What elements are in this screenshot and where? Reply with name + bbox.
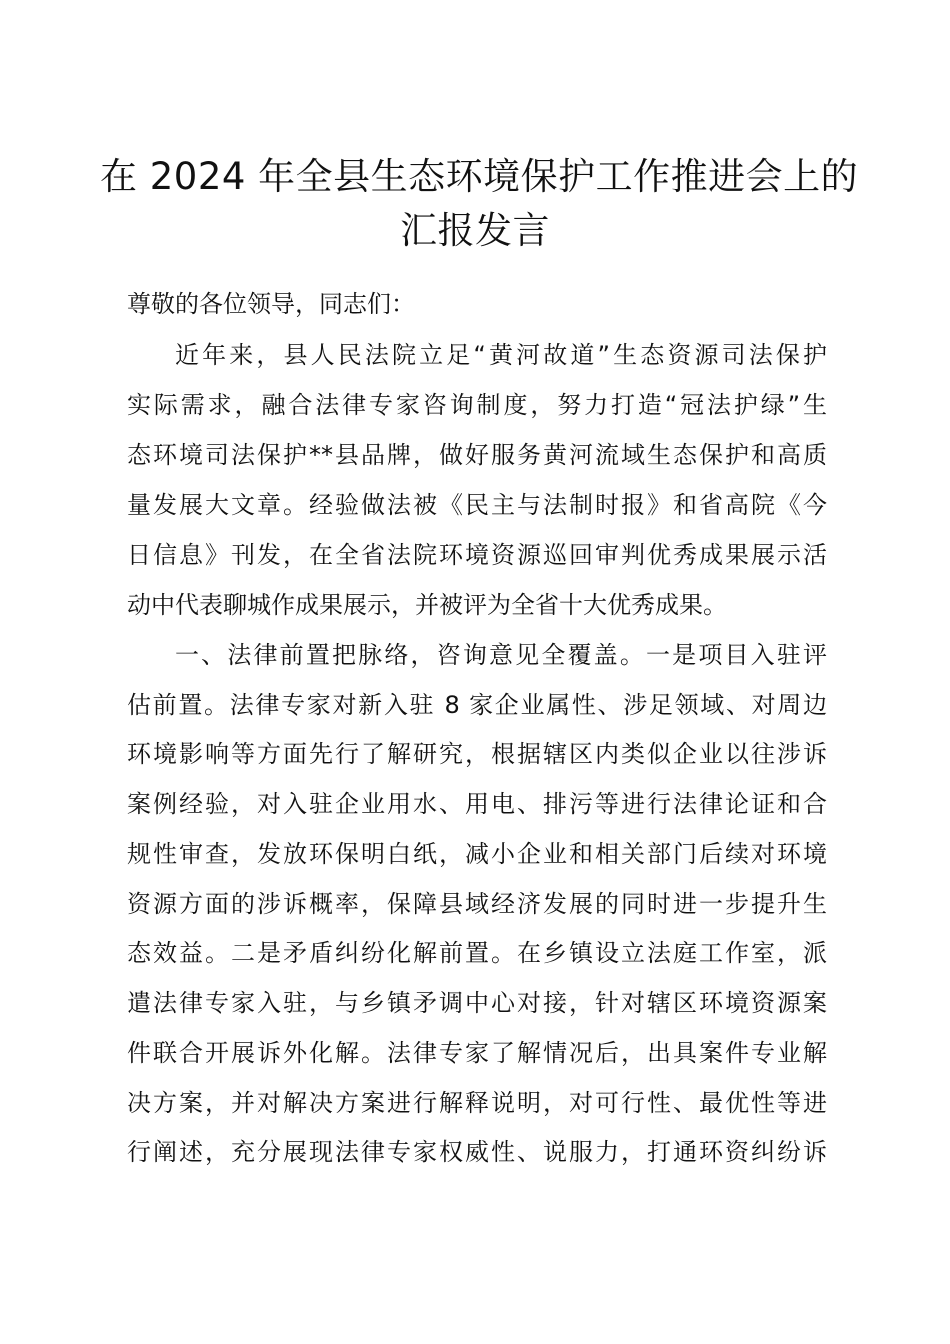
paragraph-line: 态效益。二是矛盾纠纷化解前置。在乡镇设立法庭工作室，派 (127, 939, 827, 967)
title-line: 在 2024 年全县生态环境保护工作推进会上的 (100, 155, 859, 198)
paragraph-line: 一、法律前置把脉络，咨询意见全覆盖。一是项目入驻评 (175, 641, 827, 669)
paragraph-line: 环境影响等方面先行了解研究，根据辖区内类似企业以往涉诉 (127, 740, 827, 768)
paragraph-line: 动中代表聊城作成果展示，并被评为全省十大优秀成果。 (127, 591, 727, 619)
paragraph-line: 态环境司法保护**县品牌，做好服务黄河流域生态保护和高质 (127, 441, 827, 469)
paragraph-line: 量发展大文章。经验做法被《民主与法制时报》和省高院《今 (127, 491, 827, 519)
paragraph-line: 资源方面的涉诉概率，保障县域经济发展的同时进一步提升生 (127, 890, 827, 918)
paragraph-line: 规性审查，发放环保明白纸，减小企业和相关部门后续对环境 (127, 840, 827, 868)
paragraph-line: 件联合开展诉外化解。法律专家了解情况后，出具案件专业解 (127, 1039, 827, 1067)
paragraph-line: 实际需求，融合法律专家咨询制度，努力打造“冠法护绿”生 (127, 391, 827, 419)
paragraph-line: 案例经验，对入驻企业用水、用电、排污等进行法律论证和合 (127, 790, 827, 818)
paragraph-line: 日信息》刊发，在全省法院环境资源巡回审判优秀成果展示活 (127, 541, 827, 569)
paragraph-line: 行阐述，充分展现法律专家权威性、说服力，打通环资纠纷诉 (127, 1138, 827, 1166)
title-line: 汇报发言 (400, 209, 550, 252)
paragraph-line: 决方案，并对解决方案进行解释说明，对可行性、最优性等进 (127, 1089, 827, 1117)
document-title (100, 150, 859, 258)
paragraph-line: 遣法律专家入驻，与乡镇矛调中心对接，针对辖区环境资源案 (127, 989, 827, 1017)
paragraph-line: 估前置。法律专家对新入驻 8 家企业属性、涉足领域、对周边 (127, 691, 827, 719)
salutation: 尊敬的各位领导，同志们： (127, 290, 415, 318)
paragraph-line: 近年来，县人民法院立足“黄河故道”生态资源司法保护 (175, 341, 827, 369)
